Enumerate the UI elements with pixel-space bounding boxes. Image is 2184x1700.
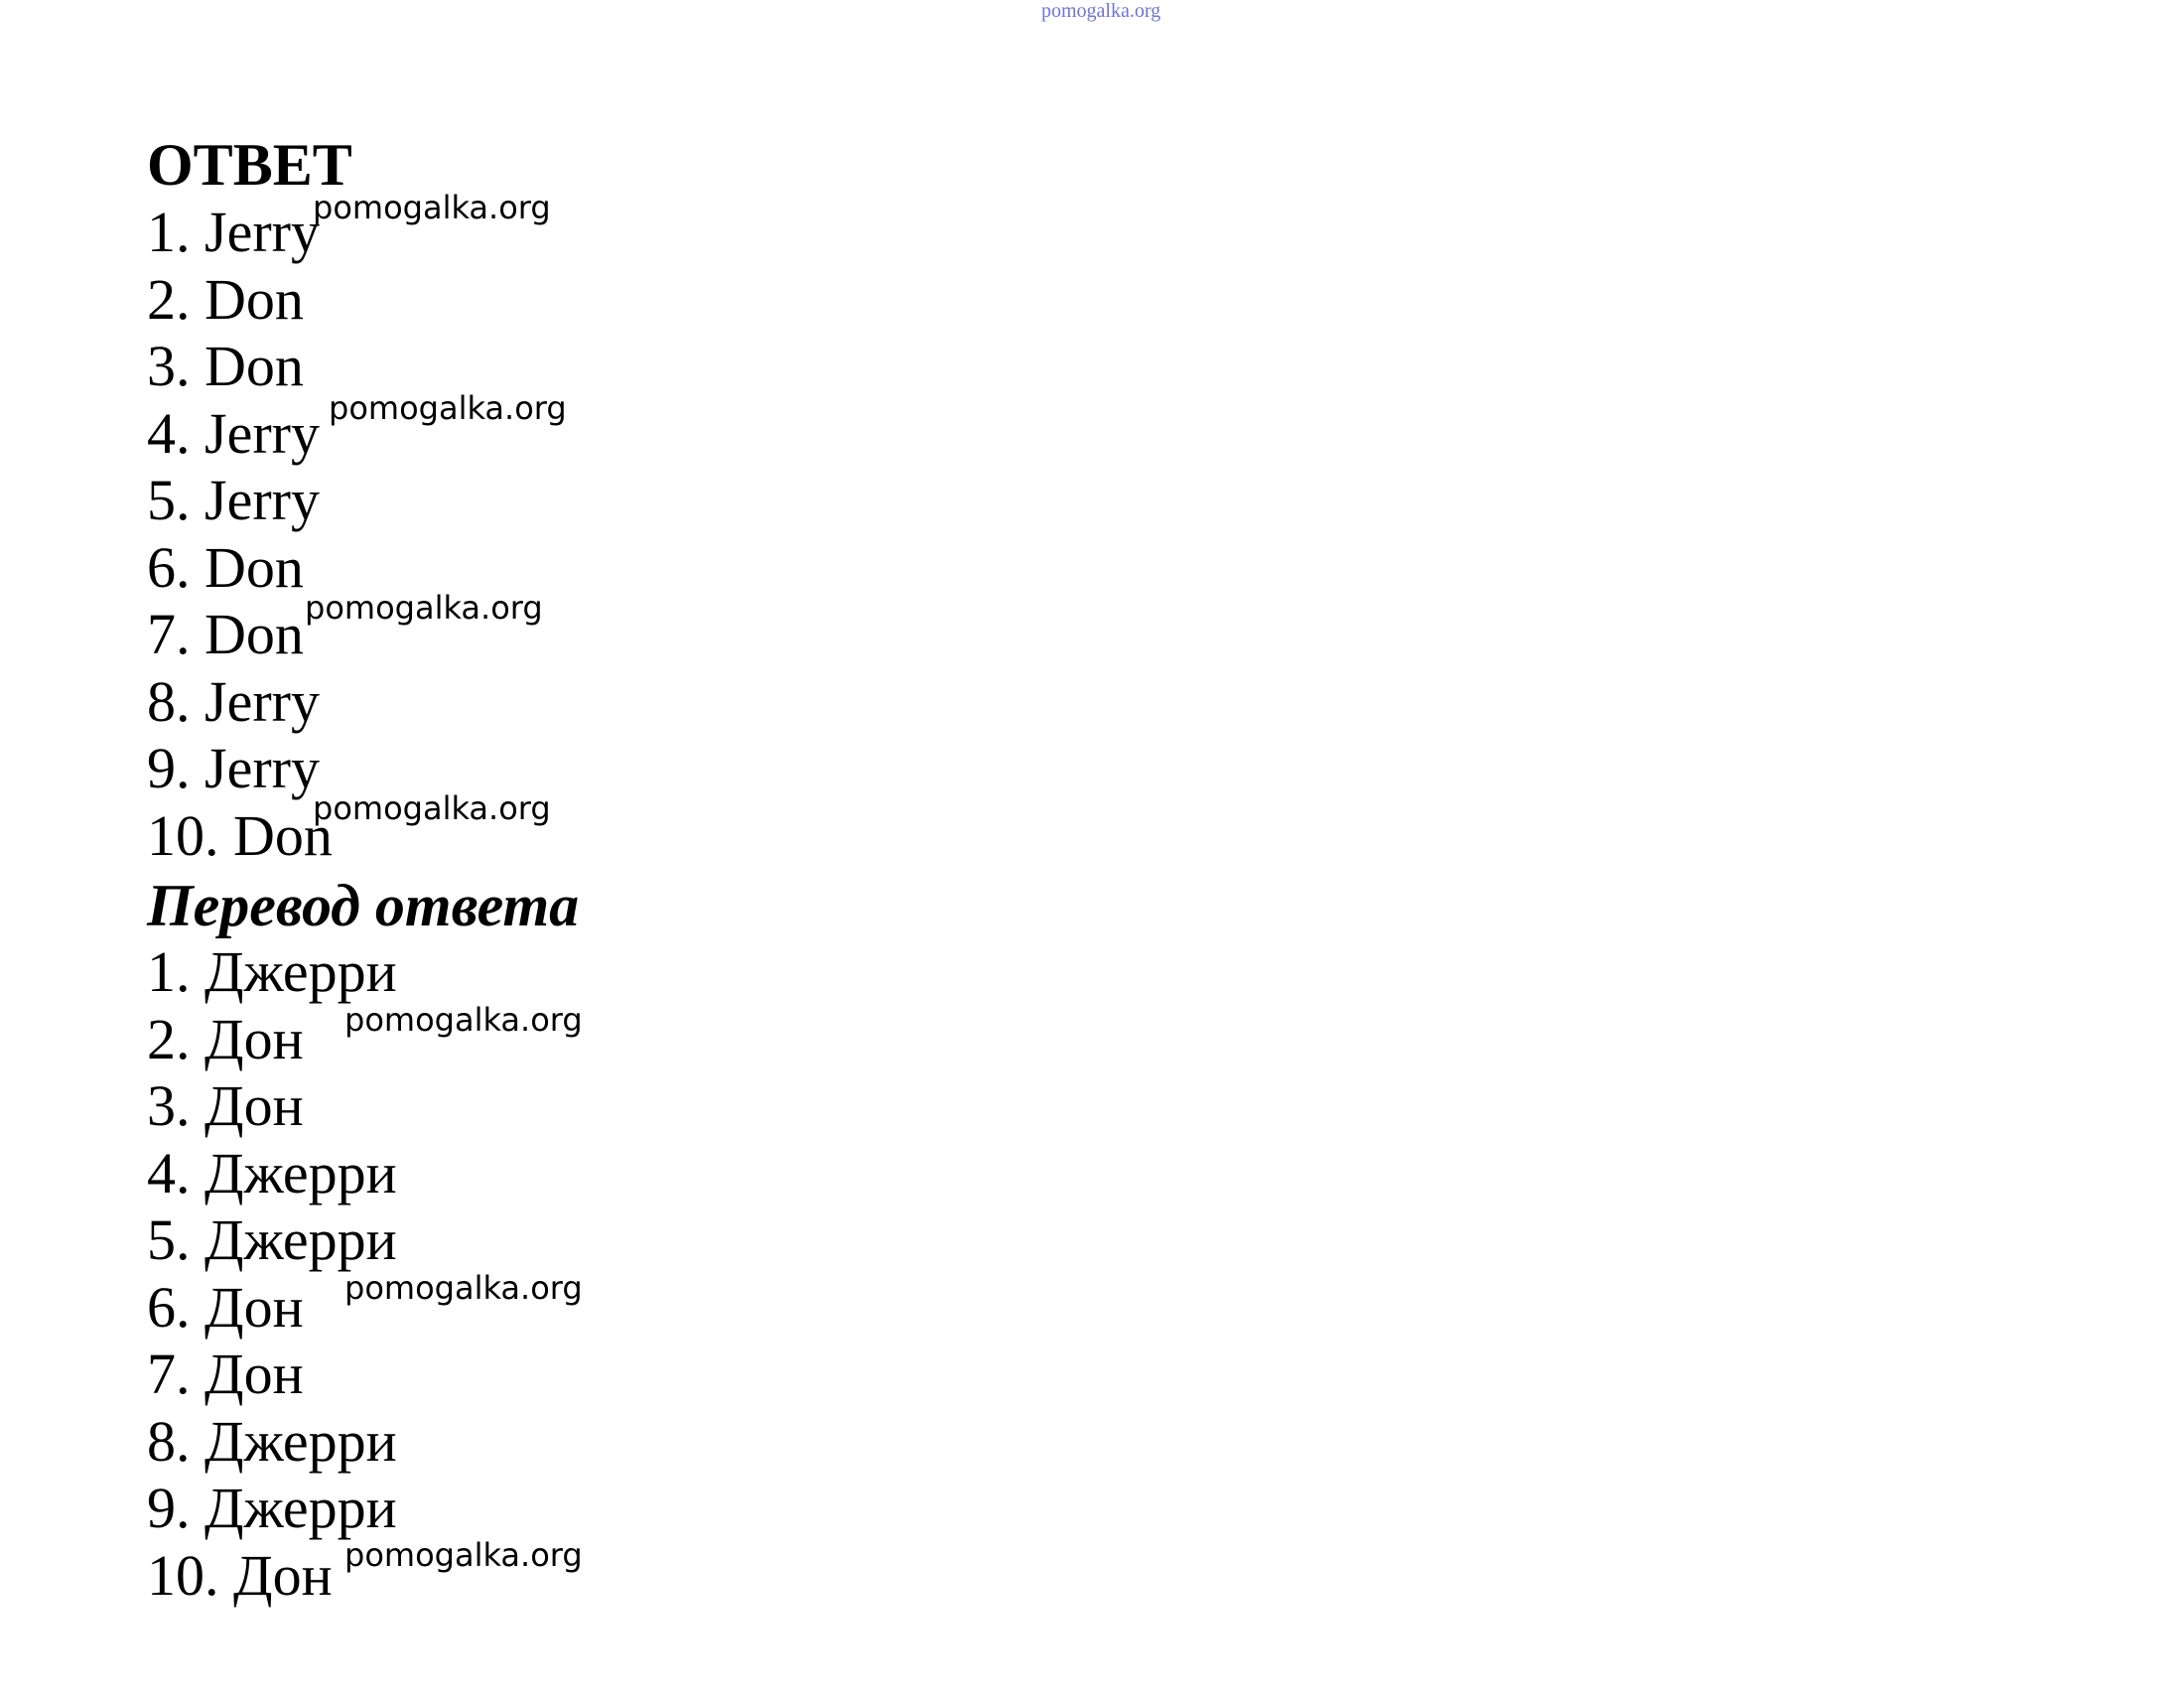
translation-item: 9. Джерри (147, 1476, 397, 1540)
answer-item: 8. Jerry (147, 668, 320, 734)
answer-item: 7. Don (147, 602, 304, 666)
watermark-stamp: pomogalka.org (329, 389, 567, 427)
watermark-stamp: pomogalka.org (305, 589, 543, 627)
header-watermark: pomogalka.org (1041, 0, 1161, 22)
translation-item: 8. Джерри (147, 1408, 397, 1474)
translation-item: 6. Дон (147, 1274, 304, 1340)
answer-item: 10. Don (147, 802, 333, 868)
translation-item: 7. Дон (147, 1342, 304, 1406)
watermark-stamp: pomogalka.org (313, 189, 551, 226)
answer-item: 2. Don (147, 266, 304, 332)
watermark-stamp: pomogalka.org (344, 1001, 583, 1039)
answer-list (147, 199, 333, 869)
watermark-stamp: pomogalka.org (344, 1536, 583, 1574)
answer-item: 9. Jerry (147, 736, 320, 800)
answer-item: 6. Don (147, 534, 304, 600)
translation-item: 5. Джерри (147, 1207, 397, 1272)
answer-item: 5. Jerry (147, 468, 320, 532)
translation-item: 3. Дон (147, 1073, 304, 1138)
answer-item: 1. Jerry (147, 200, 320, 264)
translation-item: 2. Дон (147, 1006, 304, 1071)
watermark-stamp: pomogalka.org (313, 789, 551, 827)
translation-item: 10. Дон (147, 1542, 333, 1608)
translation-heading: Перевод ответа (147, 873, 580, 938)
answer-item: 4. Jerry (147, 400, 320, 466)
watermark-stamp: pomogalka.org (344, 1269, 583, 1307)
translation-item: 4. Джерри (147, 1140, 397, 1205)
answer-item: 3. Don (147, 334, 304, 398)
answer-heading: ОТВЕТ (147, 132, 352, 198)
translation-item: 1. Джерри (147, 939, 397, 1004)
